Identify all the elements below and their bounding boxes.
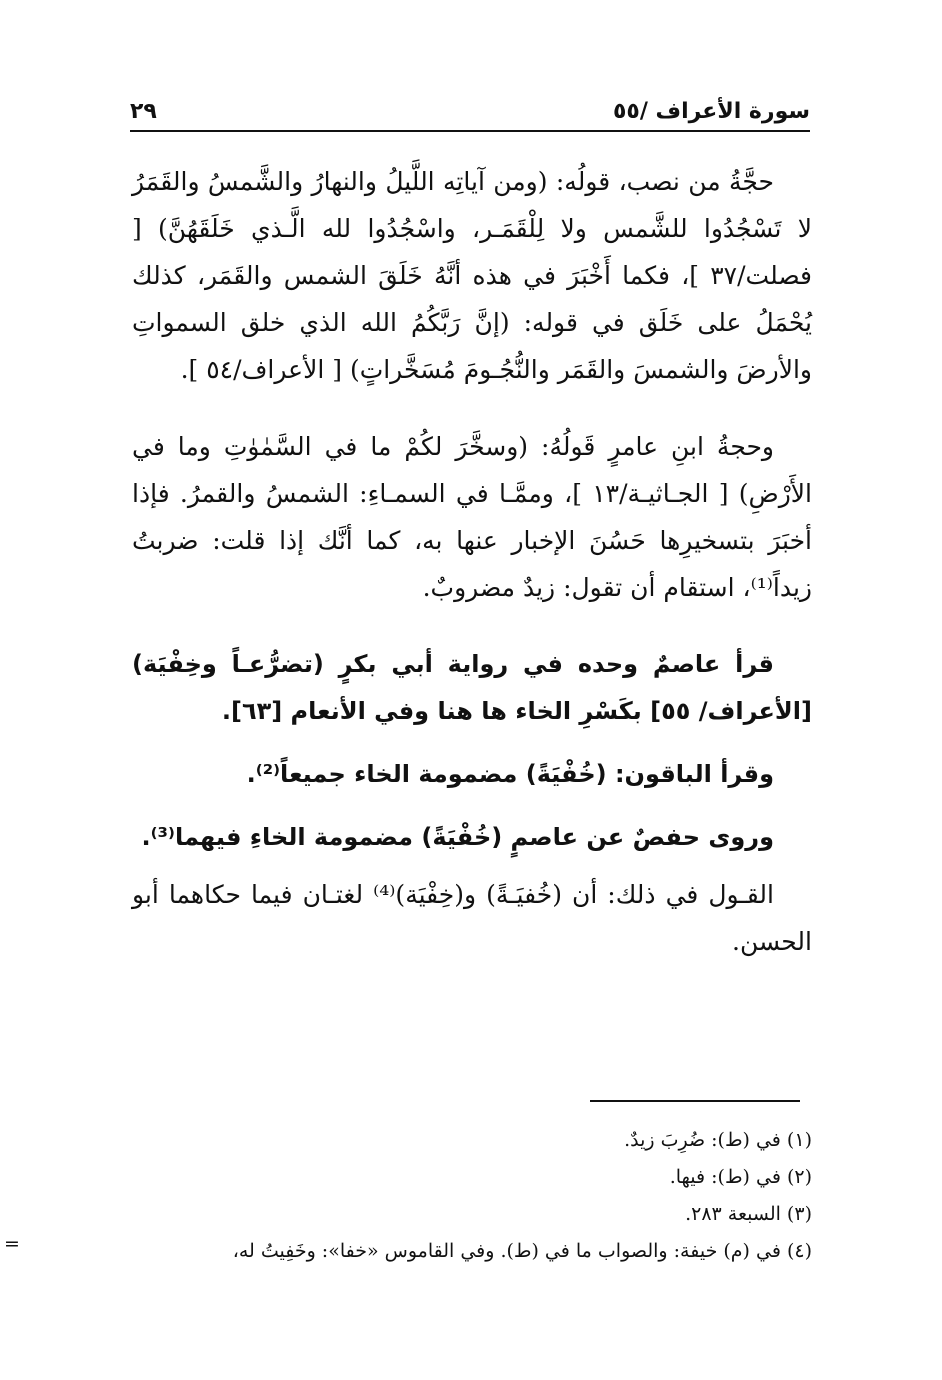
paragraph-riwaya-hafs: وروى حفصٌ عن عاصمٍ (خُفْيَةً) مضمومة الخاءِ فيهما⁽³⁾. bbox=[141, 823, 774, 851]
footnote-4: (٤) في (م) خيفة: والصواب ما في (ط). وفي القاموس «خفا»: وخَفِيتُ له، bbox=[232, 1240, 812, 1262]
surah-title: سورة الأعراف /٥٥ bbox=[612, 99, 810, 124]
main-text bbox=[132, 158, 812, 965]
footnote-2: (٢) في (ط): فيها. bbox=[669, 1166, 812, 1188]
footnotes bbox=[118, 1122, 812, 1270]
paragraph-hujja-ibn-amir: وحجةُ ابنِ عامرٍ قَولُهُ: (وسخَّرَ لكُمْ ما في السَّمٰوٰتِ وما في الأَرْضِ) [ الجـاثيـة/١٣ ]، وممَّـا في السمـاءِ: الشمسُ والقمرُ. فإذا أخبَرَ بتسخيرِها حَسُنَ الإخبار عنها به، كما أنَّك إذا قلت: ضربتُ زيداً⁽¹⁾، استقام أن تقول: زيدٌ مضروبٌ. bbox=[132, 432, 812, 602]
footnote-continuation-mark: = bbox=[4, 1233, 20, 1255]
paragraph-hujja-nasb: حجَّةُ من نصب، قولُه: (ومن آياتِه اللَّيلُ والنهارُ والشَّمسُ والقَمَرُ لا تَسْجُدُوا للشَّمس ولا لِلْقَمَـر، واسْجُدُوا لله الَّـذي خَلَقَهُنَّ) [ فصلت/٣٧ ]، فكما أَخْبَرَ في هذه أنَّهُ خَلَقَ الشمس والقَمَر، كذلك يُحْمَلُ على خَلَق في قوله: (إنَّ رَبَّكُمُ الله الذي خلق السمواتِ والأرضَ والشمسَ والقَمَر والنُّجُـومَ مُسَخَّراتٍ) [ الأعراف/٥٤ ]. bbox=[132, 167, 812, 384]
paragraph-qawl: القـول في ذلك: أن (خُفيَـةً) و(خِفْيَة)⁽⁴⁾ لغتـان فيما حكاهما أبو الحسن. bbox=[132, 880, 812, 956]
footnote-rule bbox=[590, 1100, 800, 1102]
running-head bbox=[130, 88, 810, 124]
paragraph-qiraa-asim: قرأ عاصمٌ وحده في رواية أبي بكرٍ (تضرُّعـاً وخِفْيَة) [الأعراف/ ٥٥] بكَسْرِ الخاء ها هنا وفي الأنعام [٦٣]. bbox=[132, 650, 812, 725]
header-rule bbox=[130, 130, 810, 132]
footnote-3: (٣) السبعة ٢٨٣. bbox=[685, 1203, 812, 1225]
footnote-1: (١) في (ط): ضُرِبَ زيدٌ. bbox=[624, 1129, 812, 1151]
paragraph-qiraa-baqun: وقرأ الباقون: (خُفْيَةً) مضمومة الخاء جميعاً⁽²⁾. bbox=[246, 760, 774, 788]
page-number: ٢٩ bbox=[130, 99, 157, 124]
